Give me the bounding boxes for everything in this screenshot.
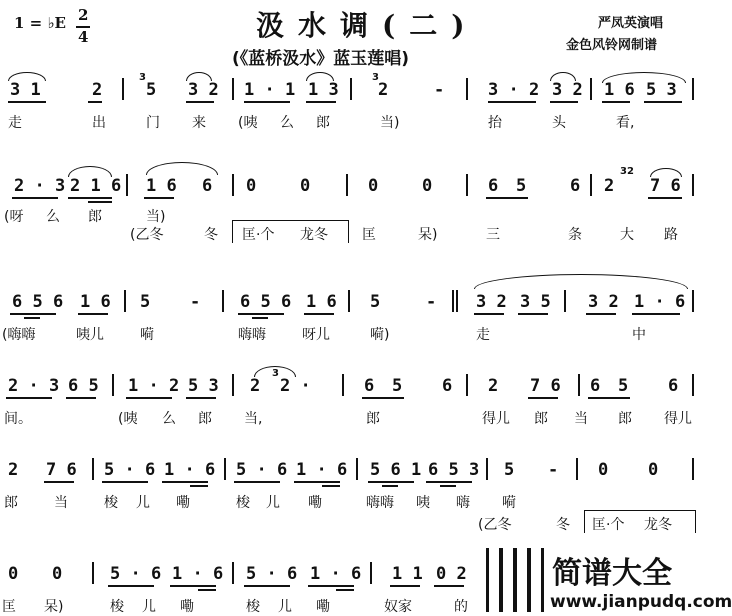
note-group: 1 6 (306, 292, 337, 312)
note-group: 1 6 (146, 176, 177, 196)
bar-line (576, 458, 578, 480)
percussion-syllable: 匡 (362, 227, 376, 243)
underline (632, 313, 680, 315)
lyric: (咦 (238, 115, 258, 131)
lyric: 郎 (618, 411, 632, 427)
bar-line (692, 78, 694, 100)
underline (390, 585, 420, 587)
piano-keys-icon (486, 548, 544, 612)
bar-line (356, 458, 358, 480)
note-group: 2 · 3 (8, 376, 60, 396)
lyric: 当) (380, 115, 400, 131)
lyric: 呆) (44, 599, 64, 615)
note-group: 5 (146, 80, 157, 100)
percussion-syllable: 匡·个 (242, 227, 275, 243)
bar-line (232, 562, 234, 584)
lyric: 梭 (246, 599, 260, 615)
underline (126, 397, 172, 399)
lyric: 儿 (266, 495, 280, 511)
note-group: 1 3 (308, 80, 339, 100)
note-group: 3 2 (188, 80, 219, 100)
lyric: 郎 (198, 411, 212, 427)
underline (198, 589, 216, 591)
lyric: 当) (146, 209, 166, 225)
lyric: 嘞 (180, 599, 194, 615)
lyric: 么 (46, 209, 60, 225)
underline (434, 585, 464, 587)
note-group: 1 · 1 (244, 80, 296, 100)
maker-credit: 金色风铃网制谱 (566, 38, 658, 53)
lyric: 嘞 (176, 495, 190, 511)
lyric: 呀儿 (302, 327, 330, 343)
note-group: 5 3 (188, 376, 219, 396)
underline (252, 317, 268, 319)
lyric: 嗬 (140, 327, 154, 343)
bar-line (346, 174, 348, 196)
lyric: 梭 (236, 495, 250, 511)
lyric: 匡 (2, 599, 16, 615)
underline (10, 313, 56, 315)
percussion-syllable: 龙冬 (300, 227, 328, 243)
underline (550, 101, 578, 103)
underline (8, 101, 46, 103)
underline (644, 101, 682, 103)
slur (8, 72, 46, 81)
note-group: 6 (668, 376, 679, 396)
note-group: - (190, 292, 201, 312)
slur (550, 72, 576, 81)
note-group: - (548, 460, 559, 480)
bar-line (232, 78, 234, 100)
note-group: 2 (488, 376, 499, 396)
note-group: 6 (442, 376, 453, 396)
lyric: (呀 (4, 209, 24, 225)
underline (306, 101, 336, 103)
percussion-syllable: 龙冬 (644, 517, 672, 533)
underline (162, 481, 208, 483)
note-group: 3 2 (552, 80, 583, 100)
underline (234, 481, 280, 483)
note-group: 1 · 6 (172, 564, 224, 584)
lyric: 大 (620, 227, 634, 243)
lyric: 嗨嗨 (366, 495, 394, 511)
lyric: 来 (192, 115, 206, 131)
note-group: 2 (604, 176, 615, 196)
underline (486, 197, 528, 199)
note-group: 3 1 (10, 80, 41, 100)
lyric: 间。 (4, 411, 32, 427)
note-group: 0 (422, 176, 433, 196)
underline (602, 101, 630, 103)
underline (588, 397, 630, 399)
bar-line (466, 174, 468, 196)
note-group: 6 5 (68, 376, 99, 396)
note-group: 0 2 (436, 564, 467, 584)
bar-line (692, 174, 694, 196)
bar-line (232, 174, 234, 196)
underline (6, 397, 52, 399)
note-group: 5 · 6 (236, 460, 288, 480)
bar-line (590, 78, 592, 100)
note-group: - (434, 80, 445, 100)
lyric: 嗨 (456, 495, 470, 511)
note-group: 1 1 (392, 564, 423, 584)
underline (648, 197, 682, 199)
underline (68, 197, 112, 199)
grace-note: 32 (620, 166, 634, 177)
note-group: 3 2 (588, 292, 619, 312)
underline (336, 589, 354, 591)
underline (304, 313, 334, 315)
underline (88, 201, 112, 203)
underline (170, 585, 216, 587)
note-group: 2 (250, 376, 261, 396)
note-group: 5 · 6 (104, 460, 156, 480)
underline (382, 485, 398, 487)
lyric: 路 (664, 227, 678, 243)
subtitle: (《蓝桥汲水》蓝玉莲唱) (232, 49, 410, 69)
page-title: 汲水调(二) (256, 9, 479, 42)
note-group: 5 (516, 176, 527, 196)
note-group: 7 6 (650, 176, 681, 196)
note-group: 0 (246, 176, 257, 196)
percussion-syllable: 冬 (204, 227, 218, 243)
singer-credit: 严凤英演唱 (598, 16, 664, 31)
bar-line (124, 290, 126, 312)
underline (78, 313, 108, 315)
underline (528, 397, 558, 399)
underline (102, 481, 148, 483)
lyric: 奴家 (384, 599, 412, 615)
underline (12, 197, 58, 199)
lyric: 儿 (278, 599, 292, 615)
lyric: 嗨嗨 (238, 327, 266, 343)
slur (650, 168, 682, 177)
note-group: 0 (598, 460, 609, 480)
bar-line (466, 374, 468, 396)
lyric: 嗬 (502, 495, 516, 511)
note-group: 2 · 3 (14, 176, 66, 196)
bar-line (92, 458, 94, 480)
note-group: 2 (8, 460, 19, 480)
note-group: 3 5 (520, 292, 551, 312)
underline (238, 313, 284, 315)
bar-line (564, 290, 566, 312)
note-group: 1 · 6 (310, 564, 362, 584)
lyric: 咦 (416, 495, 430, 511)
note-group: 0 (368, 176, 379, 196)
lyric: 的 (454, 599, 468, 615)
percussion-syllable: 呆) (418, 227, 438, 243)
time-signature-top: 2 (78, 6, 89, 24)
grace-note: 3 (139, 72, 146, 83)
lyric: 得儿 (664, 411, 692, 427)
underline (144, 197, 174, 199)
bar-line (232, 374, 234, 396)
underline (362, 397, 404, 399)
lyric: 嘞 (316, 599, 330, 615)
lyric: 门 (146, 115, 160, 131)
note-group: 1 · 2 (128, 376, 180, 396)
lyric: 条 (568, 227, 582, 243)
bar-line (348, 290, 350, 312)
bar-line (370, 562, 372, 584)
lyric: 郎 (366, 411, 380, 427)
note-group: 6 (570, 176, 581, 196)
lyric: 梭 (110, 599, 124, 615)
percussion-syllable: 冬 (556, 517, 570, 533)
bar-line (578, 374, 580, 396)
note-group: 6 5 3 (428, 460, 480, 480)
grace-note: 3 (272, 368, 279, 379)
note-group: 1 · 6 (296, 460, 348, 480)
note-group: 5 3 (646, 80, 677, 100)
note-group: 6 5 6 (240, 292, 292, 312)
underline (44, 481, 74, 483)
lyric: 咦儿 (76, 327, 104, 343)
percussion-syllable: (乙冬 (478, 517, 512, 533)
lyric: 郎 (4, 495, 18, 511)
note-group: 5 · 6 (110, 564, 162, 584)
watermark-url: www.jianpudq.com (550, 592, 732, 612)
lyric: 么 (162, 411, 176, 427)
lyric: 抬 (488, 115, 502, 131)
lyric: 郎 (316, 115, 330, 131)
underline (294, 481, 340, 483)
key-signature: 1 = ♭E (14, 14, 66, 32)
bar-line (486, 458, 488, 480)
note-group: 5 (392, 376, 403, 396)
bar-line (590, 174, 592, 196)
note-group: 6 5 6 (12, 292, 64, 312)
underline (368, 481, 414, 483)
slur (306, 72, 334, 81)
note-group: 2 1 6 (70, 176, 122, 196)
lyric: 嘞 (308, 495, 322, 511)
note-group: 3 · 2 (488, 80, 540, 100)
lyric: 三 (486, 227, 500, 243)
slur (474, 274, 688, 289)
underline (488, 101, 536, 103)
underline (474, 313, 504, 315)
lyric: 当 (54, 495, 68, 511)
note-group: 2 · (280, 376, 311, 396)
note-group: 0 (300, 176, 311, 196)
slur (186, 72, 212, 81)
underline (186, 101, 214, 103)
note-group: 6 (364, 376, 375, 396)
underline (322, 485, 340, 487)
lyric: 郎 (534, 411, 548, 427)
note-group: 5 · 6 (246, 564, 298, 584)
bar-line (222, 290, 224, 312)
underline (108, 585, 154, 587)
grace-note: 3 (372, 72, 379, 83)
lyric: (嗨嗨 (2, 327, 36, 343)
underline (190, 485, 208, 487)
note-group: 6 (590, 376, 601, 396)
note-group: 1 6 (604, 80, 635, 100)
watermark-title: 简谱大全 (552, 556, 672, 591)
lyric: 走 (8, 115, 22, 131)
bar-line (224, 458, 226, 480)
slur (68, 166, 112, 177)
bar-line (112, 374, 114, 396)
note-group: 1 · 6 (164, 460, 216, 480)
note-group: 6 (202, 176, 213, 196)
note-group: 0 (8, 564, 19, 584)
underline (308, 585, 354, 587)
time-signature-bottom: 4 (78, 28, 89, 46)
underline (440, 485, 456, 487)
lyric: 头 (552, 115, 566, 131)
underline (244, 101, 290, 103)
bar-line (126, 174, 128, 196)
slur (254, 366, 296, 377)
percussion-syllable: (乙冬 (130, 227, 164, 243)
note-group: 7 6 (46, 460, 77, 480)
lyric: 儿 (142, 599, 156, 615)
note-group: 1 · 6 (634, 292, 686, 312)
note-group: - (426, 292, 437, 312)
lyric: 儿 (136, 495, 150, 511)
lyric: 嗬) (370, 327, 390, 343)
lyric: 出 (92, 115, 106, 131)
bar-line (342, 374, 344, 396)
underline (586, 313, 616, 315)
note-group: 0 (648, 460, 659, 480)
lyric: 当 (574, 411, 588, 427)
note-group: 0 (52, 564, 63, 584)
underline (24, 317, 40, 319)
note-group: 1 6 (80, 292, 111, 312)
lyric: 当, (244, 411, 263, 427)
underline (66, 397, 96, 399)
note-group: 5 (504, 460, 515, 480)
lyric: 郎 (88, 209, 102, 225)
underline (426, 481, 472, 483)
bar-line (692, 374, 694, 396)
bar-line (692, 290, 694, 312)
lyric: 梭 (104, 495, 118, 511)
bar-line (456, 290, 458, 312)
note-group: 5 (370, 292, 381, 312)
note-group: 3 2 (476, 292, 507, 312)
percussion-syllable: 匡·个 (592, 517, 625, 533)
note-group: 2 (92, 80, 103, 100)
note-group: 2 (378, 80, 389, 100)
note-group: 5 6 1 (370, 460, 422, 480)
bar-line (122, 78, 124, 100)
bar-line (692, 458, 694, 480)
underline (518, 313, 548, 315)
note-group: 5 (140, 292, 151, 312)
note-group: 7 6 (530, 376, 561, 396)
note-group: 5 (618, 376, 629, 396)
lyric: 中 (632, 327, 646, 343)
underline (186, 397, 216, 399)
note-group: 6 (488, 176, 499, 196)
slur (146, 162, 218, 175)
underline (88, 101, 102, 103)
lyric: 得儿 (482, 411, 510, 427)
bar-line (452, 290, 454, 312)
bar-line (466, 78, 468, 100)
lyric: 看, (616, 115, 635, 131)
slur (602, 72, 686, 83)
underline (244, 585, 290, 587)
lyric: 走 (476, 327, 490, 343)
bar-line (350, 78, 352, 100)
lyric: 么 (280, 115, 294, 131)
lyric: (咦 (118, 411, 138, 427)
bar-line (92, 562, 94, 584)
